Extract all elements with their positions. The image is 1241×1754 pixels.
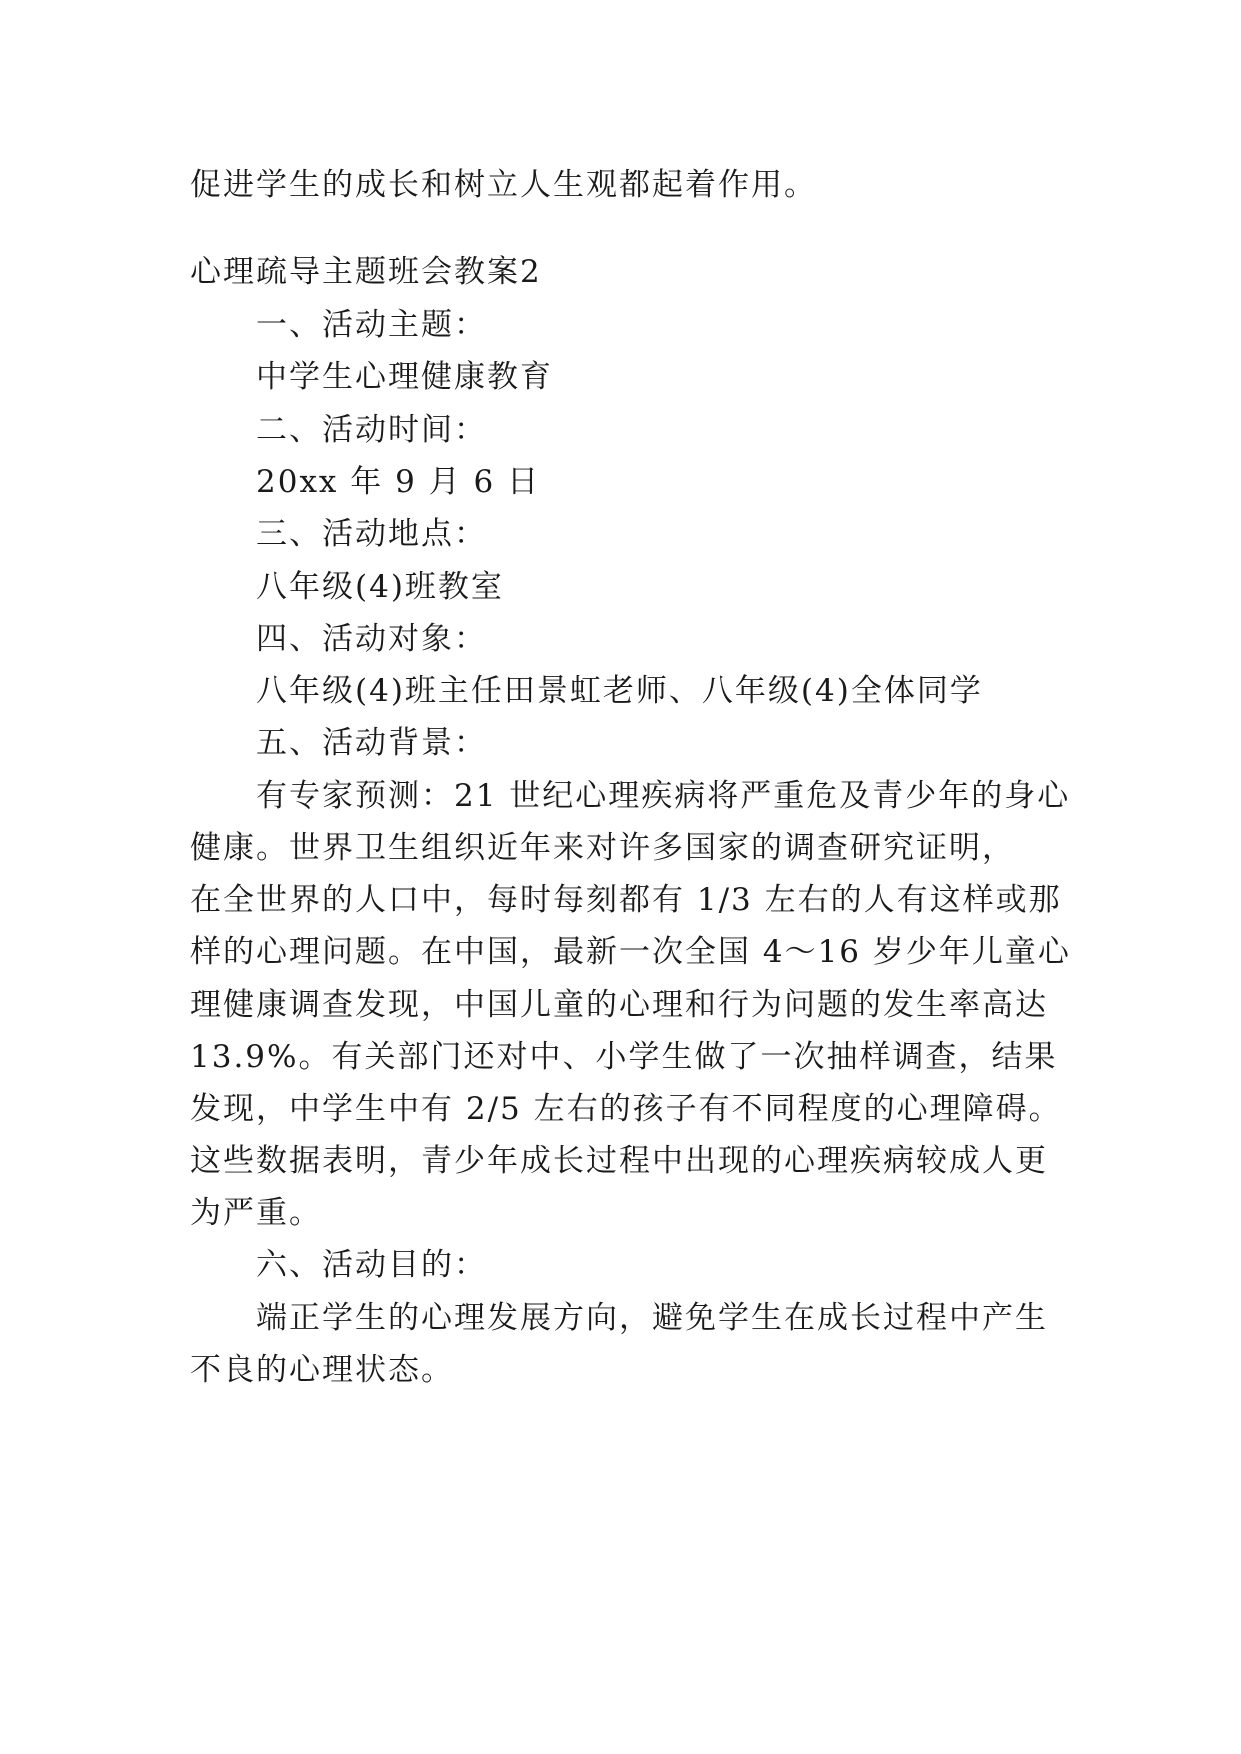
intro-tail-text: 促进学生的成长和树立人生观都起着作用。 [190,167,817,203]
section-title: 心理疏导主题班会教案2 [190,254,542,290]
place-heading: 三、活动地点： [256,516,487,552]
background-line: 健康。世界卫生组织近年来对许多国家的调查研究证明， [190,830,1015,866]
background-line: 样的心理问题。在中国，最新一次全国 4～16 岁少年儿童心 [190,934,1071,970]
purpose-line: 不良的心理状态。 [190,1352,454,1388]
theme-value: 中学生心理健康教育 [256,359,553,395]
time-heading: 二、活动时间： [256,412,487,448]
background-heading: 五、活动背景： [256,725,487,761]
purpose-line: 端正学生的心理发展方向，避免学生在成长过程中产生 [256,1300,1048,1336]
audience-value: 八年级(4)班主任田景虹老师、八年级(4)全体同学 [256,673,983,709]
theme-heading: 一、活动主题： [256,307,487,343]
background-line: 为严重。 [190,1195,322,1231]
audience-heading: 四、活动对象： [256,621,487,657]
background-line: 理健康调查发现，中国儿童的心理和行为问题的发生率高达 [190,987,1048,1023]
background-line: 发现，中学生中有 2/5 左右的孩子有不同程度的心理障碍。 [190,1091,1062,1127]
background-line: 这些数据表明，青少年成长过程中出现的心理疾病较成人更 [190,1143,1048,1179]
background-line: 在全世界的人口中，每时每刻都有 1/3 左右的人有这样或那 [190,882,1062,918]
purpose-heading: 六、活动目的： [256,1247,487,1283]
background-line: 有专家预测：21 世纪心理疾病将严重危及青少年的身心 [256,778,1071,814]
background-line: 13.9%。有关部门还对中、小学生做了一次抽样调查，结果 [190,1039,1058,1075]
time-value: 20xx 年 9 月 6 日 [256,464,541,500]
place-value: 八年级(4)班教室 [256,569,504,605]
